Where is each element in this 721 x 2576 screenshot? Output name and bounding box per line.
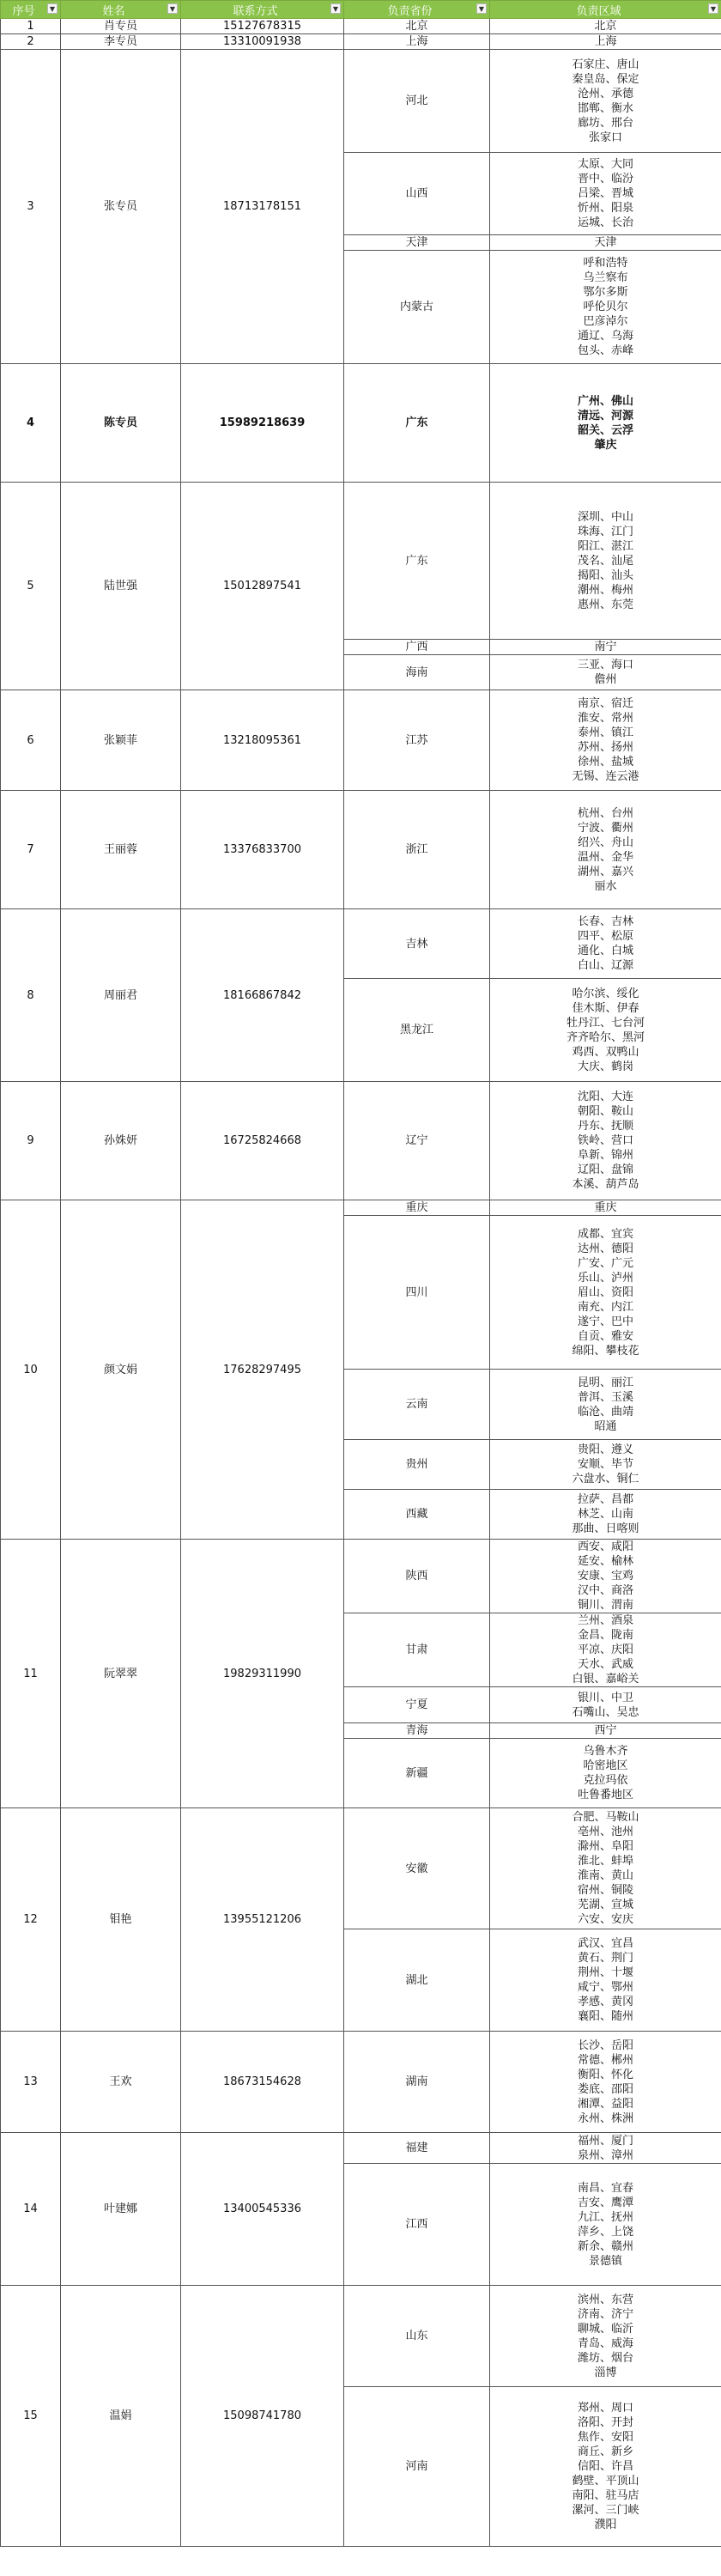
header-row bbox=[1, 1, 721, 19]
province-cell[interactable]: 湖北 bbox=[344, 1929, 490, 2032]
filter-dropdown-icon[interactable]: ▼ bbox=[708, 3, 718, 14]
area-cell[interactable]: 南宁 bbox=[490, 640, 721, 655]
contact-cell[interactable]: 18673154628 bbox=[181, 2032, 344, 2133]
table-row bbox=[1, 2133, 721, 2164]
name-cell[interactable]: 陈专员 bbox=[61, 364, 181, 483]
contact-cell[interactable]: 19829311990 bbox=[181, 1540, 344, 1808]
index-cell[interactable]: 12 bbox=[1, 1808, 61, 2032]
name-cell[interactable]: 李专员 bbox=[61, 34, 181, 50]
province-cell[interactable]: 四川 bbox=[344, 1216, 490, 1370]
area-cell[interactable]: 成都、宜宾 达州、德阳 广安、广元 乐山、泸州 眉山、资阳 南充、内江 遂宁、巴中 自贡、雅安 绵阳、攀枝花 bbox=[490, 1216, 721, 1370]
area-cell[interactable]: 拉萨、昌都 林芝、山南 那曲、日喀则 bbox=[490, 1490, 721, 1540]
province-cell[interactable]: 浙江 bbox=[344, 791, 490, 909]
province-cell[interactable]: 北京 bbox=[344, 19, 490, 34]
contact-cell[interactable]: 16725824668 bbox=[181, 1082, 344, 1200]
name-cell[interactable]: 孙姝妍 bbox=[61, 1082, 181, 1200]
area-cell[interactable]: 郑州、周口 洛阳、开封 焦作、安阳 商丘、新乡 信阳、许昌 鹤壁、平顶山 南阳、驻马店 漯河、三门峡 濮阳 bbox=[490, 2387, 721, 2547]
area-cell[interactable]: 西宁 bbox=[490, 1723, 721, 1739]
contact-cell[interactable]: 15098741780 bbox=[181, 2286, 344, 2547]
province-cell[interactable]: 山西 bbox=[344, 153, 490, 235]
contact-cell[interactable]: 17628297495 bbox=[181, 1200, 344, 1540]
area-cell[interactable]: 广州、佛山 清远、河源 韶关、云浮 肇庆 bbox=[490, 364, 721, 483]
name-cell[interactable]: 张颖菲 bbox=[61, 690, 181, 791]
header-contact[interactable]: 联系方式 ▼ bbox=[181, 1, 344, 19]
province-cell[interactable]: 宁夏 bbox=[344, 1687, 490, 1723]
area-cell[interactable]: 滨州、东营 济南、济宁 聊城、临沂 青岛、威海 潍坊、烟台 淄博 bbox=[490, 2286, 721, 2387]
area-cell[interactable]: 北京 bbox=[490, 19, 721, 34]
table-row bbox=[1, 1082, 721, 1200]
contact-cell[interactable]: 15989218639 bbox=[181, 364, 344, 483]
table-row bbox=[1, 690, 721, 791]
area-cell[interactable]: 三亚、海口 儋州 bbox=[490, 655, 721, 690]
province-cell[interactable]: 广西 bbox=[344, 640, 490, 655]
province-cell[interactable]: 广东 bbox=[344, 364, 490, 483]
index-cell[interactable]: 14 bbox=[1, 2133, 61, 2286]
contact-cell[interactable]: 13376833700 bbox=[181, 791, 344, 909]
name-cell[interactable]: 陆世强 bbox=[61, 483, 181, 690]
province-cell[interactable]: 福建 bbox=[344, 2133, 490, 2164]
province-cell[interactable]: 甘肃 bbox=[344, 1613, 490, 1687]
area-cell[interactable]: 天津 bbox=[490, 235, 721, 251]
province-cell[interactable]: 青海 bbox=[344, 1723, 490, 1739]
province-cell[interactable]: 辽宁 bbox=[344, 1082, 490, 1200]
province-cell[interactable]: 江西 bbox=[344, 2164, 490, 2286]
index-cell[interactable]: 1 bbox=[1, 19, 61, 34]
name-cell[interactable]: 阮翠翠 bbox=[61, 1540, 181, 1808]
province-cell[interactable]: 河北 bbox=[344, 50, 490, 153]
province-cell[interactable]: 上海 bbox=[344, 34, 490, 50]
filter-dropdown-icon[interactable]: ▼ bbox=[330, 3, 341, 14]
area-cell[interactable]: 福州、厦门 泉州、漳州 bbox=[490, 2133, 721, 2164]
table-row bbox=[1, 34, 721, 50]
area-cell[interactable]: 太原、大同 晋中、临汾 吕梁、晋城 忻州、阳泉 运城、长治 bbox=[490, 153, 721, 235]
header-index[interactable]: 序号 ▼ bbox=[1, 1, 61, 19]
name-cell[interactable]: 王欢 bbox=[61, 2032, 181, 2133]
area-cell[interactable]: 杭州、台州 宁波、衢州 绍兴、舟山 温州、金华 湖州、嘉兴 丽水 bbox=[490, 791, 721, 909]
contact-cell[interactable]: 15012897541 bbox=[181, 483, 344, 690]
index-cell[interactable]: 11 bbox=[1, 1540, 61, 1808]
area-cell[interactable]: 昆明、丽江 普洱、玉溪 临沧、曲靖 昭通 bbox=[490, 1370, 721, 1440]
province-cell[interactable]: 山东 bbox=[344, 2286, 490, 2387]
index-cell[interactable]: 2 bbox=[1, 34, 61, 50]
area-cell[interactable]: 上海 bbox=[490, 34, 721, 50]
area-cell[interactable]: 兰州、酒泉 金昌、陇南 平凉、庆阳 天水、武威 白银、嘉峪关 bbox=[490, 1613, 721, 1687]
area-cell[interactable]: 深圳、中山 珠海、江门 阳江、湛江 茂名、汕尾 揭阳、汕头 潮州、梅州 惠州、东莞 bbox=[490, 483, 721, 640]
table-row bbox=[1, 483, 721, 640]
index-cell[interactable]: 13 bbox=[1, 2032, 61, 2133]
province-cell[interactable]: 海南 bbox=[344, 655, 490, 690]
province-cell[interactable]: 重庆 bbox=[344, 1200, 490, 1216]
contact-cell[interactable]: 13400545336 bbox=[181, 2133, 344, 2286]
area-cell[interactable]: 武汉、宜昌 黄石、荆门 荆州、十堰 咸宁、鄂州 孝感、黄冈 襄阳、随州 bbox=[490, 1929, 721, 2032]
contact-cell[interactable]: 13310091938 bbox=[181, 34, 344, 50]
province-cell[interactable]: 湖南 bbox=[344, 2032, 490, 2133]
index-cell[interactable]: 9 bbox=[1, 1082, 61, 1200]
table-row bbox=[1, 2286, 721, 2387]
index-cell[interactable]: 8 bbox=[1, 909, 61, 1082]
area-cell[interactable]: 合肥、马鞍山 亳州、池州 滁州、阜阳 淮北、蚌埠 淮南、黄山 宿州、铜陵 芜湖、宣城 六安、安庆 bbox=[490, 1808, 721, 1929]
table-row bbox=[1, 364, 721, 483]
contact-cell[interactable]: 15127678315 bbox=[181, 19, 344, 34]
contact-cell[interactable]: 13218095361 bbox=[181, 690, 344, 791]
contact-cell[interactable]: 18166867842 bbox=[181, 909, 344, 1082]
index-cell[interactable]: 15 bbox=[1, 2286, 61, 2547]
name-cell[interactable]: 周丽君 bbox=[61, 909, 181, 1082]
area-cell[interactable]: 长沙、岳阳 常德、郴州 衡阳、怀化 娄底、邵阳 湘潭、益阳 永州、株洲 bbox=[490, 2032, 721, 2133]
province-cell[interactable]: 内蒙古 bbox=[344, 251, 490, 364]
name-cell[interactable]: 叶建娜 bbox=[61, 2133, 181, 2286]
province-cell[interactable]: 吉林 bbox=[344, 909, 490, 979]
area-cell[interactable]: 长春、吉林 四平、松原 通化、白城 白山、辽源 bbox=[490, 909, 721, 979]
area-cell[interactable]: 南京、宿迁 淮安、常州 泰州、镇江 苏州、扬州 徐州、盐城 无锡、连云港 bbox=[490, 690, 721, 791]
name-cell[interactable]: 张专员 bbox=[61, 50, 181, 364]
index-cell[interactable]: 10 bbox=[1, 1200, 61, 1540]
table-row bbox=[1, 909, 721, 979]
area-cell[interactable]: 石家庄、唐山 秦皇岛、保定 沧州、承德 邯郸、衡水 廊坊、邢台 张家口 bbox=[490, 50, 721, 153]
province-cell[interactable]: 广东 bbox=[344, 483, 490, 640]
filter-dropdown-icon[interactable]: ▼ bbox=[476, 3, 487, 14]
area-cell[interactable]: 沈阳、大连 朝阳、鞍山 丹东、抚顺 铁岭、营口 阜新、锦州 辽阳、盘锦 本溪、葫芦岛 bbox=[490, 1082, 721, 1200]
province-cell[interactable]: 安徽 bbox=[344, 1808, 490, 1929]
area-cell[interactable]: 呼和浩特 乌兰察布 鄂尔多斯 呼伦贝尔 巴彦淖尔 通辽、乌海 包头、赤峰 bbox=[490, 251, 721, 364]
table-row bbox=[1, 791, 721, 909]
area-cell[interactable]: 南昌、宜春 吉安、鹰潭 九江、抚州 萍乡、上饶 新余、赣州 景德镇 bbox=[490, 2164, 721, 2286]
name-cell[interactable]: 肖专员 bbox=[61, 19, 181, 34]
name-cell[interactable]: 钼艳 bbox=[61, 1808, 181, 2032]
province-cell[interactable]: 黑龙江 bbox=[344, 979, 490, 1082]
table-row bbox=[1, 1540, 721, 1613]
table-row bbox=[1, 2032, 721, 2133]
filter-dropdown-icon[interactable]: ▼ bbox=[167, 3, 178, 14]
province-cell[interactable]: 新疆 bbox=[344, 1739, 490, 1808]
province-cell[interactable]: 江苏 bbox=[344, 690, 490, 791]
contact-cell[interactable]: 13955121206 bbox=[181, 1808, 344, 2032]
name-cell[interactable]: 王丽蓉 bbox=[61, 791, 181, 909]
index-cell[interactable]: 3 bbox=[1, 50, 61, 364]
area-cell[interactable]: 哈尔滨、绥化 佳木斯、伊春 牡丹江、七台河 齐齐哈尔、黑河 鸡西、双鸭山 大庆、鹤岗 bbox=[490, 979, 721, 1082]
table-body bbox=[1, 19, 721, 2547]
index-cell[interactable]: 4 bbox=[1, 364, 61, 483]
table-row bbox=[1, 50, 721, 153]
province-cell[interactable]: 西藏 bbox=[344, 1490, 490, 1540]
province-cell[interactable]: 贵州 bbox=[344, 1440, 490, 1490]
header-area[interactable]: 负责区域 ▼ bbox=[490, 1, 721, 19]
province-cell[interactable]: 天津 bbox=[344, 235, 490, 251]
filter-dropdown-icon[interactable]: ▼ bbox=[47, 3, 58, 14]
contact-cell[interactable]: 18713178151 bbox=[181, 50, 344, 364]
table-row bbox=[1, 1808, 721, 1929]
name-cell[interactable]: 颜文娟 bbox=[61, 1200, 181, 1540]
area-cell[interactable]: 重庆 bbox=[490, 1200, 721, 1216]
header-name[interactable]: 姓名 ▼ bbox=[61, 1, 181, 19]
name-cell[interactable]: 温娟 bbox=[61, 2286, 181, 2547]
area-cell[interactable]: 乌鲁木齐 哈密地区 克拉玛依 吐鲁番地区 bbox=[490, 1739, 721, 1808]
index-cell[interactable]: 6 bbox=[1, 690, 61, 791]
province-cell[interactable]: 河南 bbox=[344, 2387, 490, 2547]
province-cell[interactable]: 云南 bbox=[344, 1370, 490, 1440]
header-province[interactable]: 负责省份 ▼ bbox=[344, 1, 490, 19]
index-cell[interactable]: 5 bbox=[1, 483, 61, 690]
area-cell[interactable]: 贵阳、遵义 安顺、毕节 六盘水、铜仁 bbox=[490, 1440, 721, 1490]
province-cell[interactable]: 陕西 bbox=[344, 1540, 490, 1613]
area-cell[interactable]: 银川、中卫 石嘴山、吴忠 bbox=[490, 1687, 721, 1723]
index-cell[interactable]: 7 bbox=[1, 791, 61, 909]
table-row bbox=[1, 1200, 721, 1216]
table-row bbox=[1, 19, 721, 34]
area-cell[interactable]: 西安、咸阳 延安、榆林 安康、宝鸡 汉中、商洛 铜川、渭南 bbox=[490, 1540, 721, 1613]
